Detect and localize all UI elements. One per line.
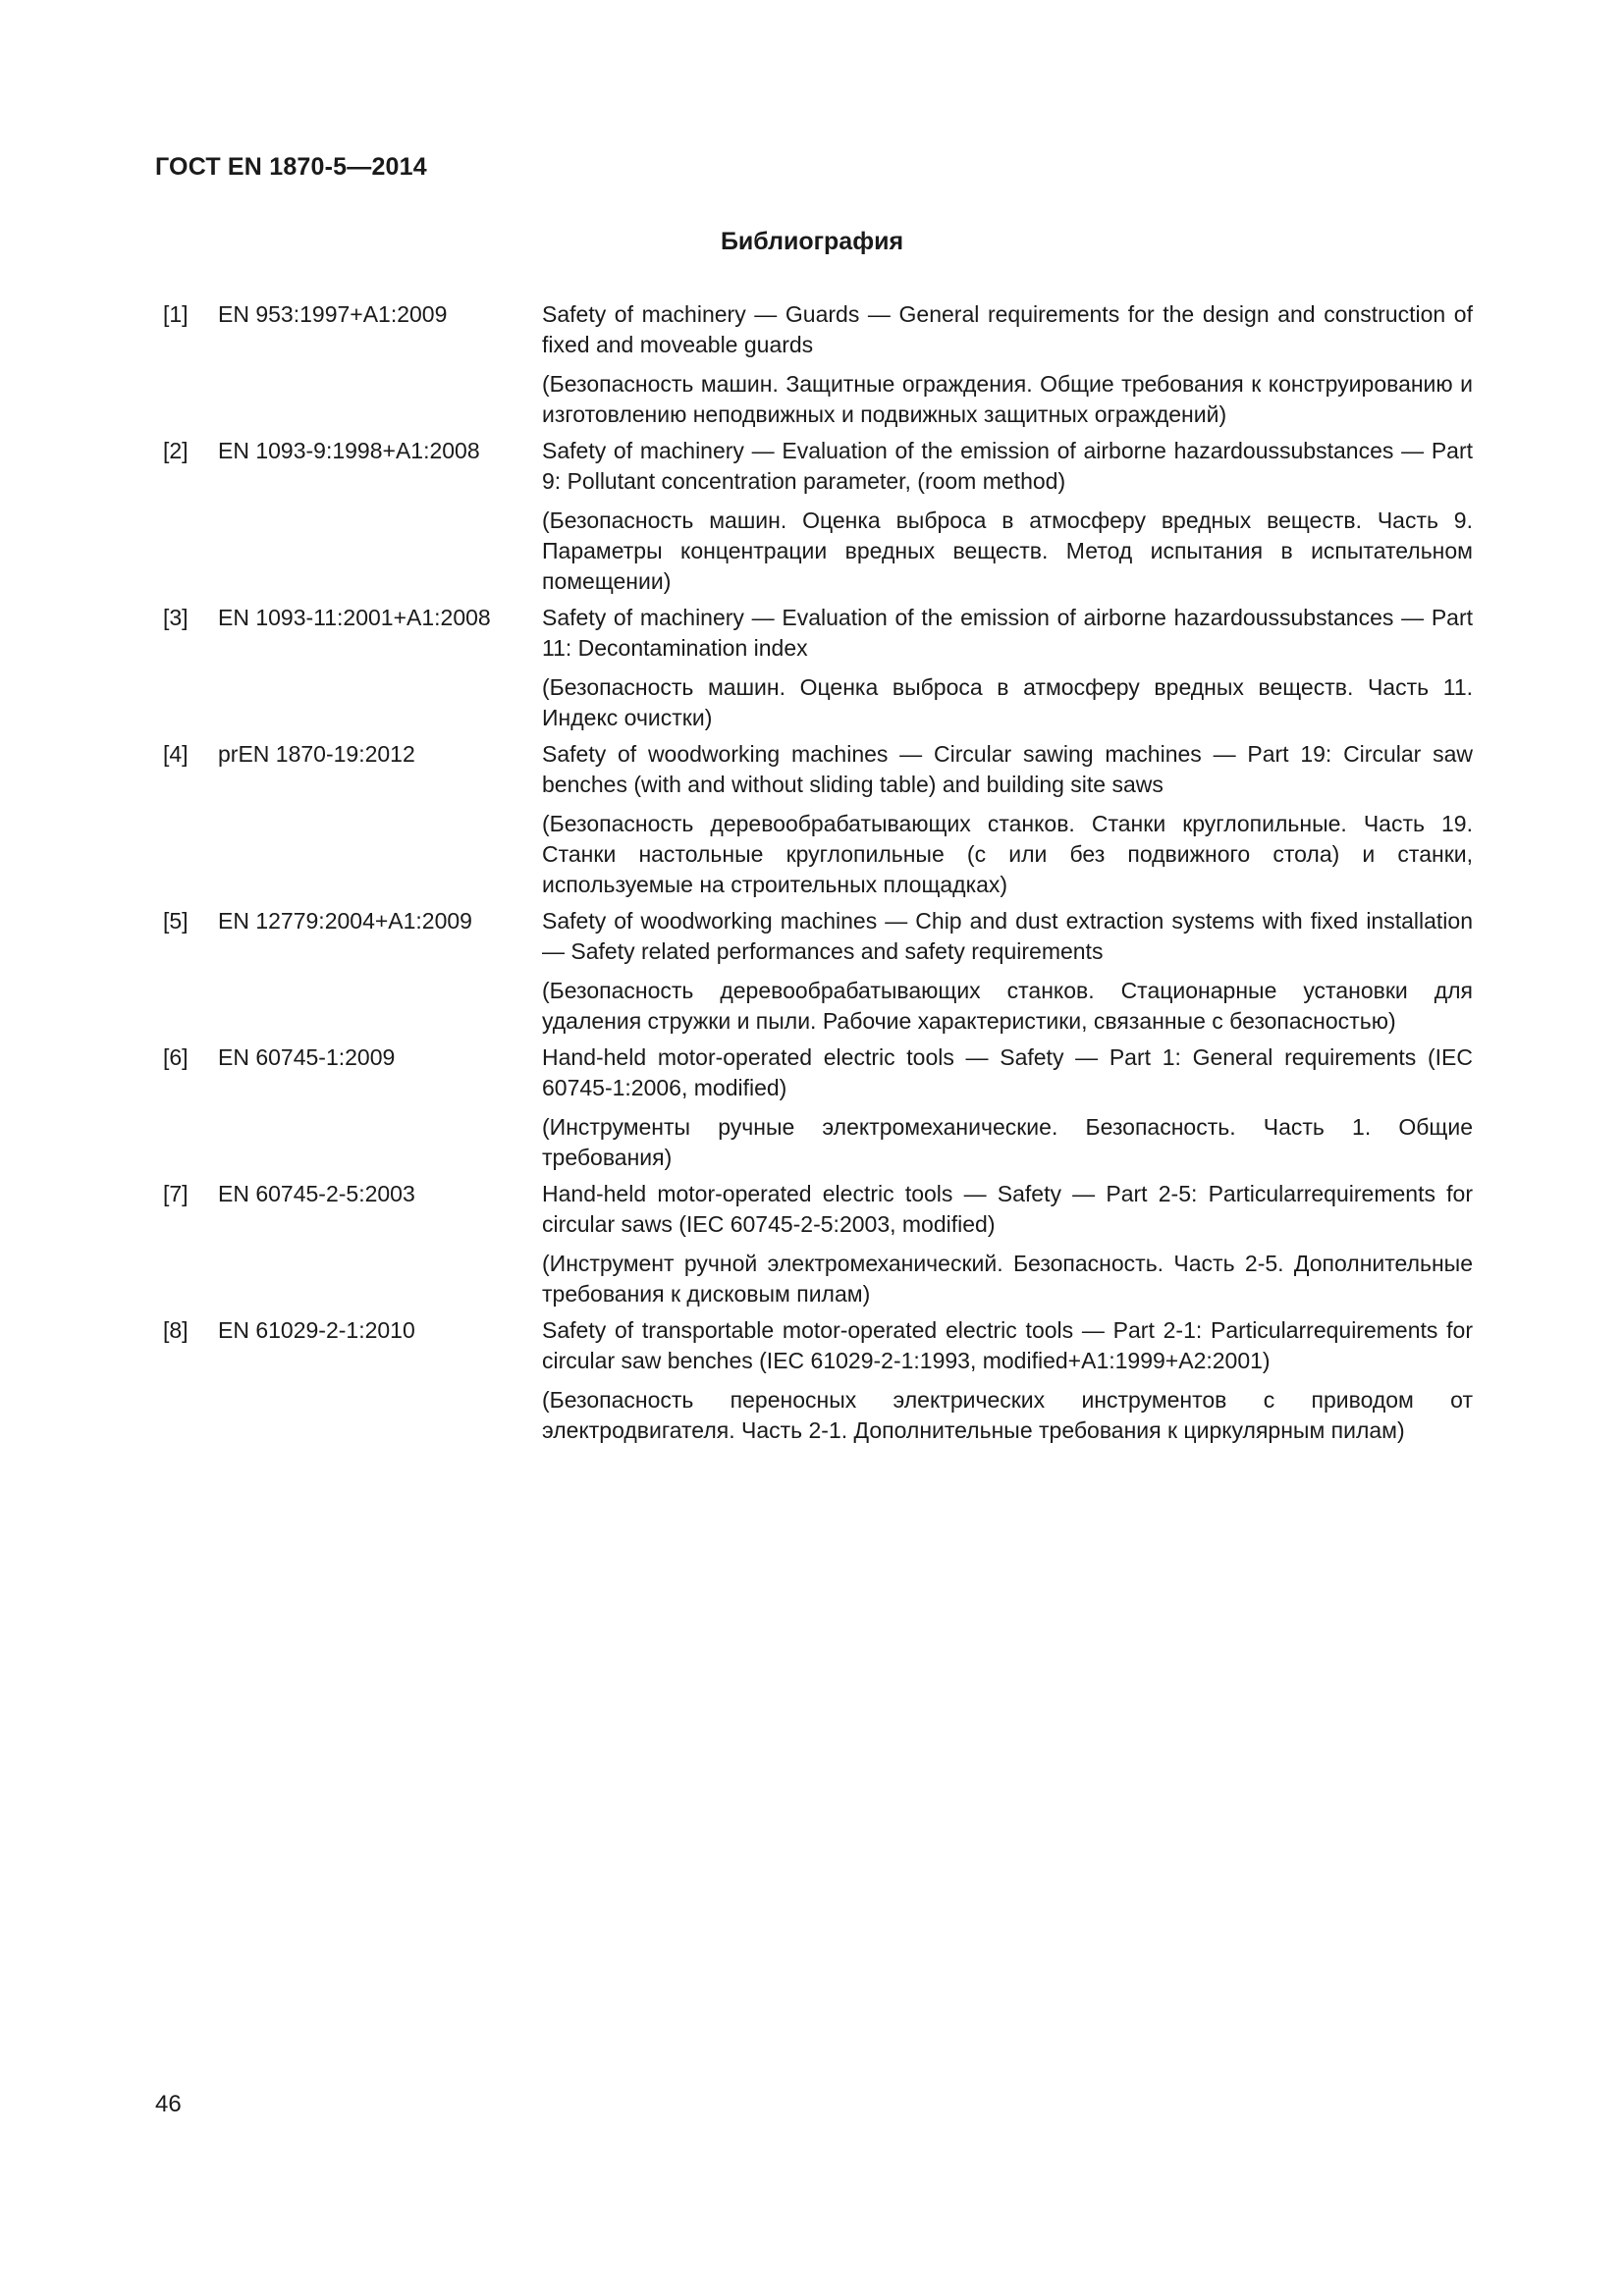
bibliography-entry [163, 906, 1473, 1037]
entry-texts [542, 1042, 1473, 1173]
entry-number: [8] [163, 1317, 189, 1343]
english-title: Safety of machinery — Guards — General requirements for the design and construction of fixed and moveable guards [542, 301, 1473, 357]
entry-number: [6] [163, 1044, 189, 1070]
english-title: Hand-held motor-operated electric tools — Safety — Part 1: General requirements (IEC 60745-1:2006, modified) [542, 1044, 1473, 1100]
entry-number: [5] [163, 908, 189, 934]
entry-texts [542, 1179, 1473, 1309]
russian-title: (Безопасность деревообрабатывающих станков. Станки круглопильные. Часть 19. Станки настольные круглопильные (с или без подвижного стола) и станки, используемые на строительных площадках) [542, 811, 1473, 897]
bibliography-entry [163, 299, 1473, 430]
standard-code: EN 12779:2004+A1:2009 [218, 908, 472, 934]
document-header: ГОСТ EN 1870-5—2014 [155, 153, 427, 181]
bibliography-entry [163, 1179, 1473, 1309]
standard-code: EN 60745-2-5:2003 [218, 1181, 415, 1206]
english-title: Safety of woodworking machines — Chip and dust extraction systems with fixed installation — Safety related performances and safety requirements [542, 908, 1473, 964]
english-title: Safety of machinery — Evaluation of the emission of airborne hazardoussubstances — Part 9: Pollutant concentration parameter, (room method) [542, 438, 1473, 494]
bibliography-entry [163, 1315, 1473, 1446]
russian-title: (Безопасность переносных электрических инструментов с приводом от электродвигателя. Часть 2-1. Дополнительные требования к циркулярным пилам) [542, 1387, 1473, 1443]
entry-number: [4] [163, 741, 189, 767]
russian-title: (Безопасность машин. Оценка выброса в атмосферу вредных веществ. Часть 9. Параметры концентрации вредных веществ. Метод испытания в испытательном помещении) [542, 507, 1473, 594]
entry-texts [542, 906, 1473, 1037]
entry-texts [542, 299, 1473, 430]
entry-texts [542, 603, 1473, 733]
russian-title: (Безопасность машин. Защитные ограждения. Общие требования к конструированию и изготовлению неподвижных и подвижных защитных ограждений) [542, 371, 1473, 427]
entry-texts [542, 1315, 1473, 1446]
standard-code: EN 60745-1:2009 [218, 1044, 396, 1070]
russian-title: (Инструменты ручные электромеханические. Безопасность. Часть 1. Общие требования) [542, 1114, 1473, 1170]
english-title: Safety of transportable motor-operated electric tools — Part 2-1: Particularrequirements for circular saw benches (IEC 61029-2-1:1993, modified+A1:1999+A2:2001) [542, 1317, 1473, 1373]
bibliography-list [163, 299, 1473, 1452]
entry-texts [542, 739, 1473, 900]
entry-number: [3] [163, 605, 189, 630]
page-number: 46 [155, 2091, 182, 2117]
bibliography-entry [163, 603, 1473, 733]
bibliography-entry [163, 739, 1473, 900]
entry-number: [1] [163, 301, 189, 327]
standard-code: EN 1093-9:1998+A1:2008 [218, 438, 480, 463]
page-title: Библиография [720, 228, 904, 255]
entry-number: [7] [163, 1181, 189, 1206]
entry-texts [542, 436, 1473, 597]
russian-title: (Инструмент ручной электромеханический. Безопасность. Часть 2-5. Дополнительные требования к дисковым пилам) [542, 1251, 1473, 1307]
bibliography-entry [163, 436, 1473, 597]
standard-code: prEN 1870-19:2012 [218, 741, 415, 767]
bibliography-entry [163, 1042, 1473, 1173]
standard-code: EN 61029-2-1:2010 [218, 1317, 415, 1343]
english-title: Safety of woodworking machines — Circular sawing machines — Part 19: Circular saw benches (with and without sliding table) and building site saws [542, 741, 1473, 797]
english-title: Hand-held motor-operated electric tools — Safety — Part 2-5: Particularrequirements for circular saws (IEC 60745-2-5:2003, modified) [542, 1181, 1473, 1237]
english-title: Safety of machinery — Evaluation of the emission of airborne hazardoussubstances — Part 11: Decontamination index [542, 605, 1473, 661]
standard-code: EN 953:1997+A1:2009 [218, 301, 448, 327]
russian-title: (Безопасность машин. Оценка выброса в атмосферу вредных веществ. Часть 11. Индекс очистки) [542, 674, 1473, 730]
standard-code: EN 1093-11:2001+A1:2008 [218, 605, 491, 630]
entry-number: [2] [163, 438, 189, 463]
russian-title: (Безопасность деревообрабатывающих станков. Стационарные установки для удаления стружки и пыли. Рабочие характеристики, связанные с безопасностью) [542, 978, 1473, 1034]
